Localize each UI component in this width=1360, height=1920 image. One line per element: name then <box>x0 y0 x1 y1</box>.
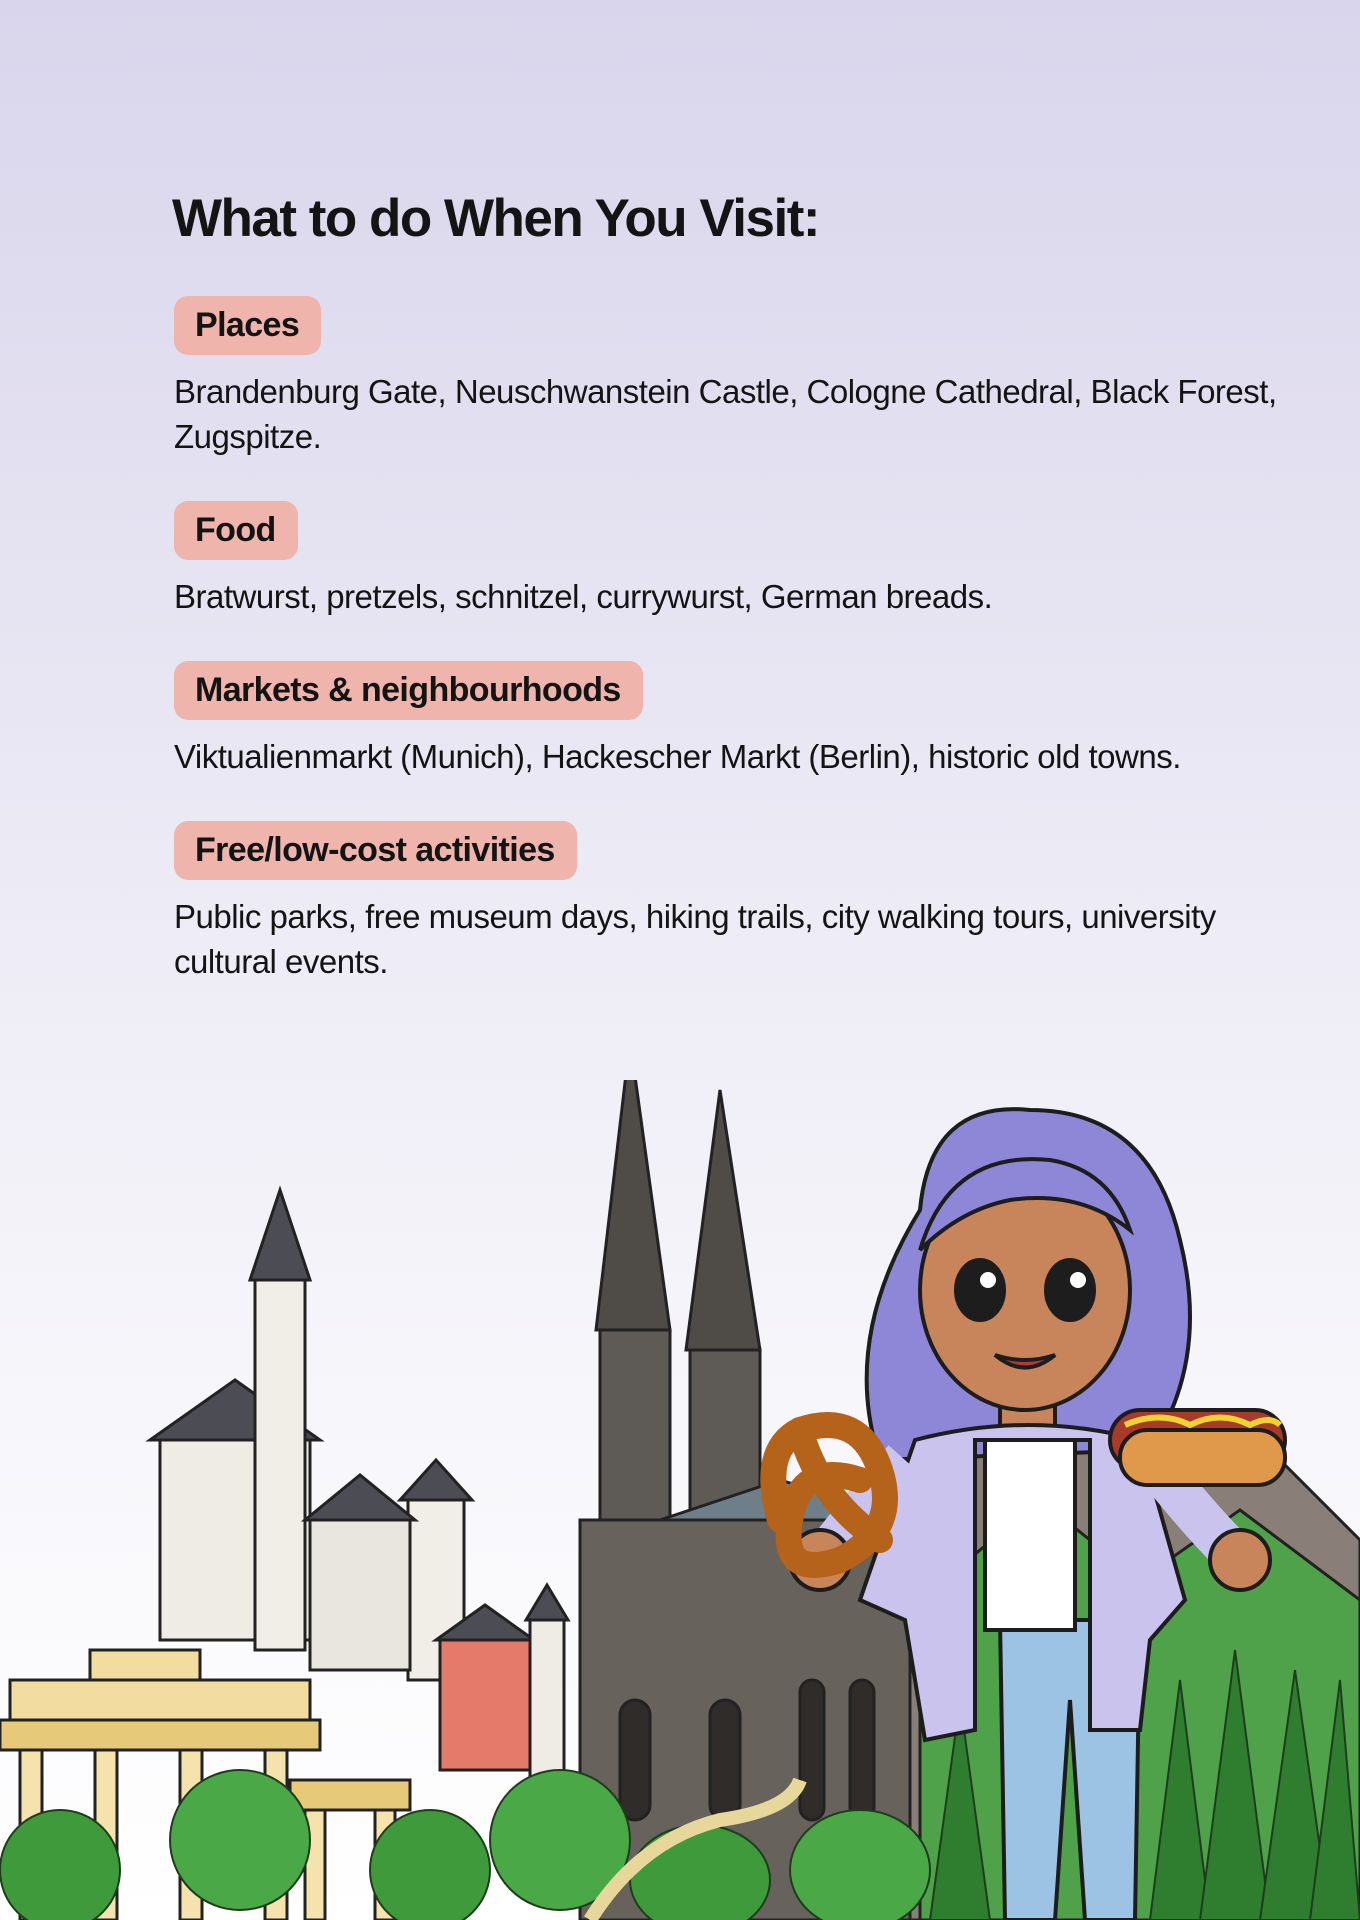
section-text-free-activities: Public parks, free museum days, hiking trails, city walking tours, university cultural events. <box>174 898 1216 981</box>
page-title: What to do When You Visit: <box>172 189 819 248</box>
section-text-food: Bratwurst, pretzels, schnitzel, currywurst, German breads. <box>174 578 993 616</box>
section-food <box>172 501 1292 619</box>
germany-illustration <box>0 1080 1360 1920</box>
section-label-markets: Markets & neighbourhoods <box>174 661 643 720</box>
hotdog-icon <box>1110 1410 1285 1485</box>
section-label-places: Places <box>174 296 321 355</box>
content <box>172 190 1292 1026</box>
section-text-markets: Viktualienmarkt (Munich), Hackescher Markt (Berlin), historic old towns. <box>174 738 1181 776</box>
section-text-places: Brandenburg Gate, Neuschwanstein Castle, Cologne Cathedral, Black Forest, Zugspitze. <box>174 373 1277 456</box>
section-label-food: Food <box>174 501 298 560</box>
section-label-free-activities: Free/low-cost activities <box>174 821 577 880</box>
section-markets <box>172 661 1292 779</box>
section-places <box>172 296 1292 459</box>
section-free-activities <box>172 821 1292 984</box>
